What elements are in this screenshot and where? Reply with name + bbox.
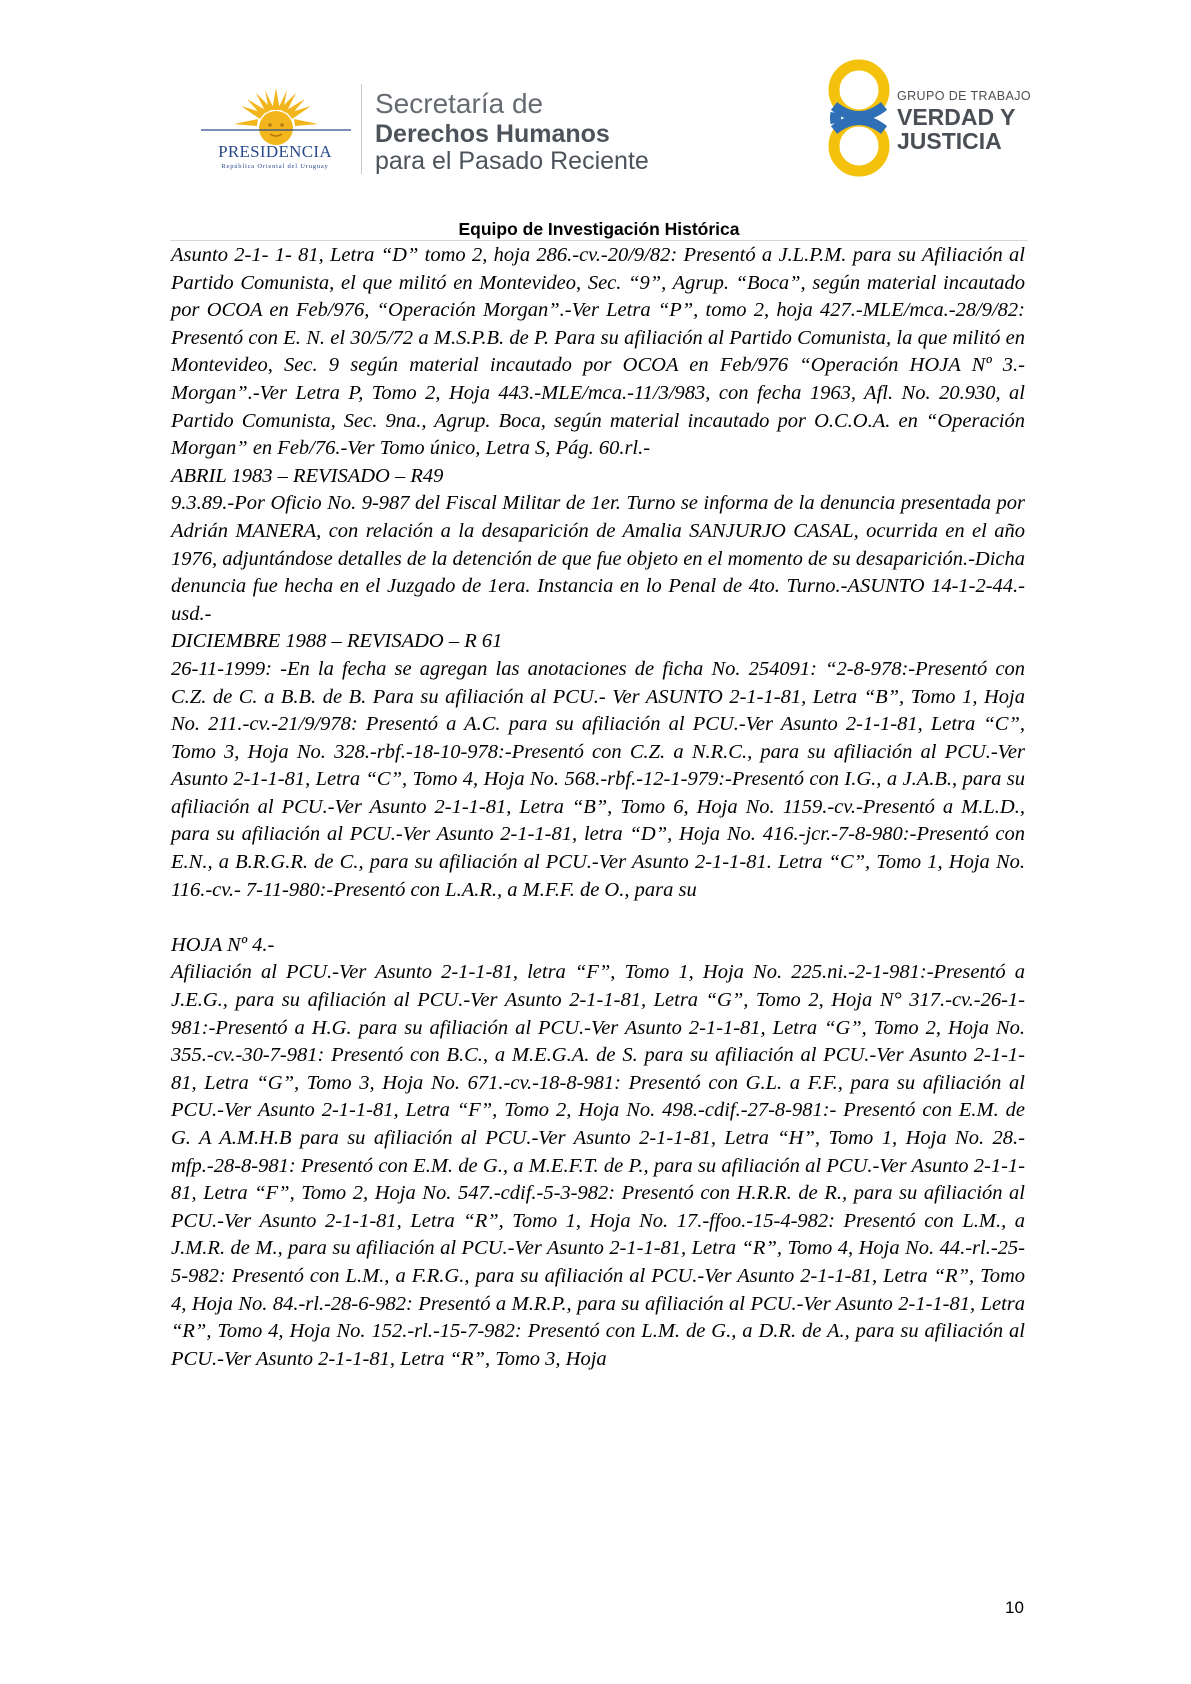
presidencia-logo-subtitle: República Oriental del Uruguay (221, 163, 329, 170)
logo-divider (361, 84, 362, 174)
secretaria-logo (375, 90, 649, 176)
gtvj-line-3: JUSTICIA (897, 128, 1002, 154)
paragraph-3: 26-11-1999: -En la fecha se agregan las anotaciones de ficha No. 254091: “2-8-978:-Presentó con C.Z. de C. a B.B. de B. Para su afiliación al PCU.- Ver ASUNTO 2-1-1-81, Letra “B”, Tomo 1, Hoja No. 211.-cv.-21/9/978: Presentó a A.C. para su afiliación al PCU.-Ver Asunto 2-1-1-81, Letra “C”, Tomo 3, Hoja No. 328.-rbf.-18-10-978:-Presentó con C.Z. a N.R.C., para su afiliación al PCU.-Ver Asunto 2-1-1-81, Letra “C”, Tomo 4, Hoja No. 568.-rbf.-12-1-979:-Presentó con I.G., a J.A.B., para su afiliación al PCU.-Ver Asunto 2-1-1-81, Letra “B”, Tomo 6, Hoja No. 1159.-cv.-Presentó a M.L.D., para su afiliación al PCU.-Ver Asunto 2-1-1-81, letra “D”, Hoja No. 416.-jcr.-7-8-980:-Presentó con E.N., a B.R.G.R. de C., para su afiliación al PCU.-Ver Asunto 2-1-1-81. Letra “C”, Tomo 1, Hoja No. 116.-cv.- 7-11-980:-Presentó con L.A.R., a M.F.F. de O., para su (171, 657, 1025, 901)
verdad-justicia-logo-text (897, 90, 1031, 153)
revision-line-1: ABRIL 1983 – REVISADO – R49 (171, 464, 444, 487)
presidencia-logo-text: PRESIDENCIA (218, 142, 332, 161)
gtvj-line-2: VERDAD Y (897, 104, 1016, 130)
paragraph-1: Asunto 2-1- 1- 81, Letra “D” tomo 2, hoja 286.-cv.-20/9/82: Presentó a J.L.P.M. para su Afiliación al Partido Comunista, el que militó en Montevideo, Sec. “9”, Agrup. “Boca”, según material incautado por OCOA en Feb/976, “Operación Morgan”.-Ver Letra “P”, tomo 2, hoja 427.-MLE/mca.-28/9/82: Presentó con E. N. el 30/5/72 a M.S.P.B. de P. Para su afiliación al Partido Comunista, la que militó en Montevideo, Sec. 9 según material incautado por OCOA en Feb/976 “Operación HOJA Nº 3.-Morgan”.-Ver Letra P, Tomo 2, Hoja 443.-MLE/mca.-11/3/983, con fecha 1963, Afl. No. 20.930, al Partido Comunista, Sec. 9na., Agrup. Boca, según material incautado por O.C.O.A. en “Operación Morgan” en Feb/76.-Ver Tomo único, Letra S, Pág. 60.rl.- (171, 244, 1025, 460)
paragraph-4: Afiliación al PCU.-Ver Asunto 2-1-1-81, letra “F”, Tomo 1, Hoja No. 225.ni.-2-1-981:-Presentó a J.E.G., para su afiliación al PCU.-Ver Asunto 2-1-1-81, Letra “G”, Tomo 2, Hoja N° 317.-cv.-26-1-981:-Presentó a H.G. para su afiliación al PCU.-Ver Asunto 2-1-1-81, Letra “G”, Tomo 2, Hoja No. 355.-cv.-30-7-981: Presentó con B.C., a M.E.G.A. de S. para su afiliación al PCU.-Ver Asunto 2-1-1-81, Letra “G”, Tomo 3, Hoja No. 671.-cv.-18-8-981: Presentó con G.L. a F.F., para su afiliación al PCU.-Ver Asunto 2-1-1-81, Letra “F”, Tomo 2, Hoja No. 498.-cdif.-27-8-981:- Presentó con E.M. de G. A A.M.H.B para su afiliación al PCU.-Ver Asunto 2-1-1-81, Letra “H”, Tomo 1, Hoja No. 28.-mfp.-28-8-981: Presentó con E.M. de G., a M.E.F.T. de P., para su afiliación al PCU.-Ver Asunto 2-1-1-81, Letra “F”, Tomo 2, Hoja No. 547.-cdif.-5-3-982: Presentó con H.R.R. de R., para su afiliación al PCU.-Ver Asunto 2-1-1-81, Letra “R”, Tomo 1, Hoja No. 17.-ffoo.-15-4-982: Presentó con L.M., a J.M.R. de M., para su afiliación al PCU.-Ver Asunto 2-1-1-81, Letra “R”, Tomo 4, Hoja No. 44.-rl.-25-5-982: Presentó con L.M., a F.R.G., para su afiliación al PCU.-Ver Asunto 2-1-1-81, Letra “R”, Tomo 4, Hoja No. 84.-rl.-28-6-982: Presentó a M.R.P., para su afiliación al PCU.-Ver Asunto 2-1-1-81, Letra “R”, Tomo 4, Hoja No. 152.-rl.-15-7-982: Presentó con L.M. de G., a D.R. de A., para su afiliación al PCU.-Ver Asunto 2-1-1-81, Letra “R”, Tomo 3, Hoja (171, 961, 1025, 1370)
team-title: Equipo de Investigación Histórica (458, 219, 740, 239)
header-rule (170, 240, 1028, 241)
revision-line-2: DICIEMBRE 1988 – REVISADO – R 61 (171, 630, 503, 653)
page-number: 10 (1005, 1598, 1024, 1617)
sheet-heading: HOJA Nº 4.- (171, 933, 275, 956)
paragraph-2: 9.3.89.-Por Oficio No. 9-987 del Fiscal Militar de 1er. Turno se informa de la denuncia presentada por Adrián MANERA, con relación a la desaparición de Amalia SANJURJO CASAL, ocurrida en el año 1976, adjuntándose detalles de la detención de que fue objeto en el momento de su desaparición.-Dicha denuncia fue hecha en el Juzgado de 1era. Instancia en lo Penal de 4to. Turno.-ASUNTO 14-1-2-44.-usd.- (171, 492, 1025, 625)
secretaria-line-2: Derechos Humanos (375, 120, 610, 148)
blank-line (171, 904, 1025, 932)
gtvj-line-1: GRUPO DE TRABAJO (897, 89, 1031, 103)
secretaria-line-3: para el Pasado Reciente (375, 147, 649, 175)
secretaria-line-1: Secretaría de (375, 88, 544, 119)
verdad-justicia-logo-mark (822, 58, 896, 178)
document-body (171, 242, 1025, 1373)
